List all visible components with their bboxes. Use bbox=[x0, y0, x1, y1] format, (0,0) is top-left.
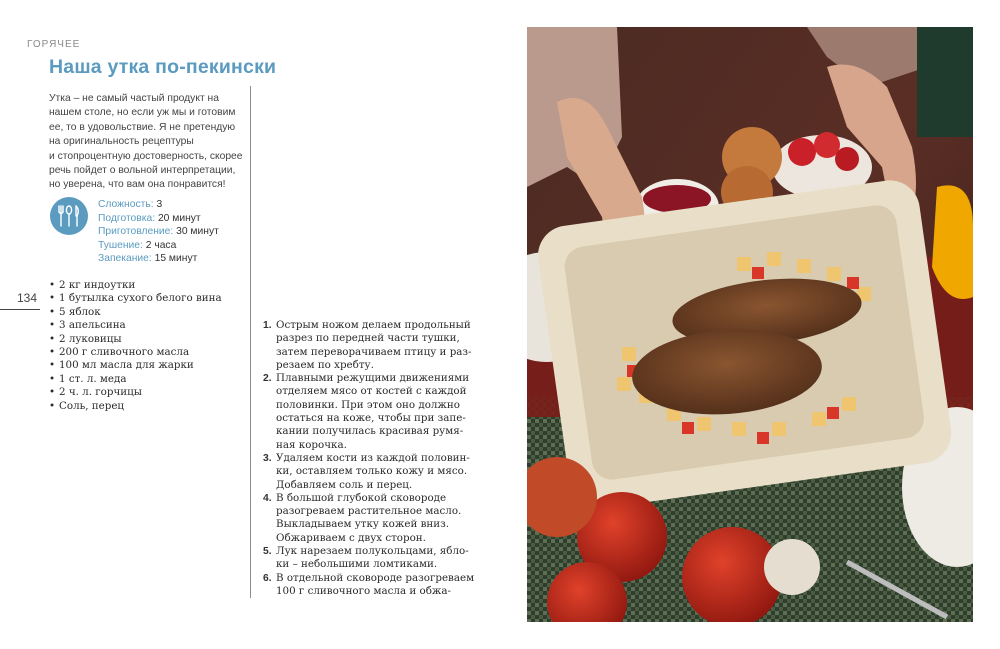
step-line: остаться на коже, чтобы при запе- bbox=[276, 412, 466, 425]
ingredient-item: • 5 яблок bbox=[49, 306, 222, 319]
step-line: 100 г сливочного масла и обжа- bbox=[276, 584, 451, 597]
step-item bbox=[263, 492, 474, 545]
step-line: отделяем мясо от костей с каждой bbox=[276, 385, 467, 398]
ingredient-item: • 2 ч. л. горчицы bbox=[49, 386, 222, 399]
step-line: разогреваем растительное масло. bbox=[276, 505, 462, 518]
meta-prep: Подготовка: 20 минут bbox=[98, 212, 201, 224]
step-number: 5. bbox=[263, 546, 272, 558]
step-number: 1. bbox=[263, 320, 272, 331]
step-line: разрез по передней части тушки, bbox=[276, 332, 460, 345]
step-item bbox=[263, 452, 474, 492]
ingredient-item: • 1 бутылка сухого белого вина bbox=[49, 292, 222, 305]
ingredient-item: • 1 ст. л. меда bbox=[49, 373, 222, 386]
step-line: затем переворачиваем птицу и раз- bbox=[276, 345, 472, 358]
step-line: Выкладываем утку кожей вниз. bbox=[276, 518, 449, 531]
recipe-title: Наша утка по-пекински bbox=[49, 56, 277, 78]
intro-text bbox=[49, 92, 244, 193]
page-number: 134 bbox=[17, 291, 38, 305]
step-number: 6. bbox=[263, 572, 272, 584]
step-item bbox=[263, 372, 474, 452]
ingredient-item: • 200 г сливочного масла bbox=[49, 346, 222, 359]
page-number-rule bbox=[0, 309, 40, 310]
step-number: 2. bbox=[263, 373, 272, 385]
meta-stew: Тушение: 2 часа bbox=[98, 239, 177, 251]
step-item bbox=[263, 319, 474, 372]
ingredient-item: • 2 луковицы bbox=[49, 333, 222, 346]
step-line: половинки. При этом оно должно bbox=[276, 398, 460, 411]
ingredient-item: • 3 апельсина bbox=[49, 319, 222, 332]
ingredient-item: • 100 мл масла для жарки bbox=[49, 359, 222, 372]
step-number: 4. bbox=[263, 492, 272, 504]
step-item bbox=[263, 572, 474, 599]
meta-difficulty: Сложность: 3 bbox=[98, 199, 163, 210]
intro-line: ее, то в удовольствие. Я не претендую bbox=[49, 121, 236, 133]
step-line: Плавными режущими движениями bbox=[276, 372, 470, 385]
ingredient-item: • Соль, перец bbox=[49, 400, 222, 413]
section-label: ГОРЯЧЕЕ bbox=[27, 39, 81, 50]
step-line: кании получилась красивая румя- bbox=[276, 425, 464, 438]
intro-line: на оригинальность рецептуры bbox=[49, 136, 194, 148]
intro-line: но уверена, что вам она понравится! bbox=[49, 179, 226, 191]
step-line: Острым ножом делаем продольный bbox=[276, 319, 471, 331]
step-number: 3. bbox=[263, 452, 272, 464]
intro-line: и стопроцентную достоверность, скорее bbox=[49, 150, 243, 162]
step-line: Удаляем кости из каждой половин- bbox=[276, 451, 470, 464]
step-line: Обжариваем с двух сторон. bbox=[276, 531, 426, 544]
ingredient-item: • 2 кг индоутки bbox=[49, 279, 222, 292]
intro-line: речь пойдет о вольной интерпретации, bbox=[49, 165, 236, 177]
intro-line: нашем столе, но если уж мы и готовим bbox=[49, 107, 236, 119]
cutlery-icon bbox=[50, 197, 88, 235]
recipe-meta bbox=[98, 198, 219, 266]
ingredients-list bbox=[49, 279, 222, 413]
step-line: резаем по хребту. bbox=[276, 358, 374, 371]
step-line: Добавляем соль и перец. bbox=[276, 478, 413, 491]
meta-bake: Запекание: 15 минут bbox=[98, 253, 198, 264]
step-line: В большой глубокой сковороде bbox=[276, 491, 447, 504]
step-line: В отдельной сковороде разогреваем bbox=[276, 571, 475, 584]
step-line: ная корочка. bbox=[276, 438, 347, 451]
step-line: ки – небольшими ломтиками. bbox=[276, 558, 438, 571]
meta-cook: Приготовление: 30 минут bbox=[98, 226, 219, 237]
recipe-photo bbox=[527, 27, 973, 622]
step-line: Лук нарезаем полукольцами, ябло- bbox=[276, 545, 469, 558]
steps-list bbox=[263, 319, 474, 598]
step-line: ки, оставляем только кожу и мясо. bbox=[276, 465, 468, 478]
column-divider bbox=[250, 86, 251, 598]
step-item bbox=[263, 545, 474, 572]
intro-line: Утка – не самый частый продукт на bbox=[49, 93, 219, 104]
